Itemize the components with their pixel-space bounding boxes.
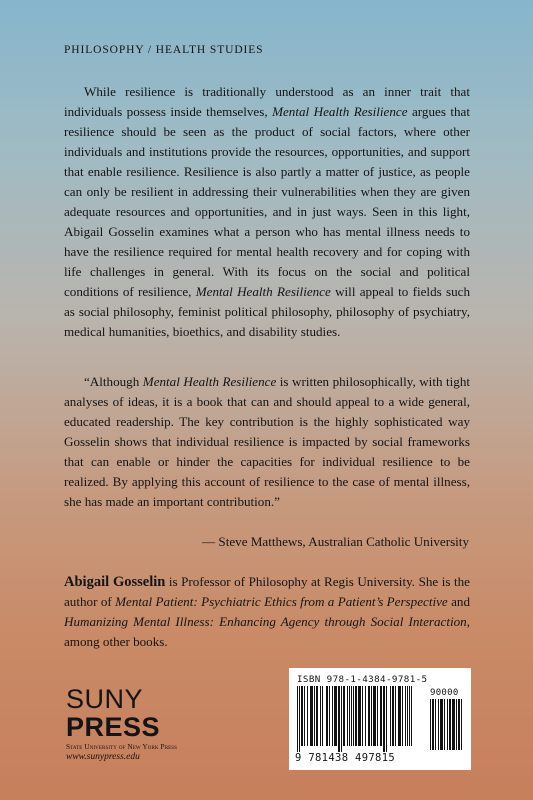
barcode-bar	[458, 699, 460, 750]
addon-barcode-bars	[430, 699, 466, 750]
bio-text: , among other books.	[64, 614, 470, 649]
book-title: Mental Health Resilience	[142, 374, 277, 389]
barcode-bar	[430, 699, 431, 750]
barcode-bar	[438, 699, 439, 750]
bio-text: and	[447, 594, 471, 609]
barcode-bar	[329, 686, 330, 746]
barcode-bar	[349, 686, 350, 746]
barcode-bar	[432, 699, 434, 750]
ean-digits: 9 781438 497815	[295, 752, 396, 764]
barcode-bar	[390, 686, 391, 746]
barcode-bars	[297, 686, 427, 752]
barcode-bar	[456, 699, 457, 750]
barcode-bar	[386, 686, 387, 752]
barcode-bar	[440, 699, 443, 750]
book-title: Humanizing Mental Illness: Enhancing Agency through Social Interaction	[64, 614, 467, 629]
barcode-bar	[320, 686, 321, 746]
barcode-bar	[461, 699, 462, 750]
barcode-bar	[347, 686, 348, 746]
barcode-bar	[341, 686, 342, 752]
book-title: Mental Patient: Psychiatric Ethics from a Patient’s Perspective	[115, 594, 448, 609]
barcode-bar	[380, 686, 382, 746]
price-addon-digits: 90000	[430, 688, 459, 698]
barcode-bar	[358, 686, 361, 746]
barcode-bar	[405, 686, 406, 746]
barcode-bar	[368, 686, 370, 746]
barcode-bar	[398, 686, 401, 746]
barcode-bar	[299, 686, 300, 752]
barcode-bar	[447, 699, 448, 750]
bio-text: is Professor of Philosophy at Regis University. She is the author of	[64, 574, 470, 609]
logo-suny: SUNY	[66, 684, 144, 714]
description-text: will appeal to fields such as social philosophy, feminist political philosophy, philosophy of psychiatry, medical humanities, bioethics, and disability studies.	[64, 284, 470, 339]
barcode-bar	[383, 686, 385, 752]
logo-press: PRESS	[66, 712, 161, 742]
barcode-bar	[371, 686, 372, 746]
barcode-bar	[304, 686, 305, 746]
subject-category: PHILOSOPHY / HEALTH STUDIES	[64, 44, 264, 56]
isbn-barcode	[289, 668, 471, 770]
barcode-bar	[392, 686, 394, 746]
book-title: Mental Health Resilience	[272, 104, 408, 119]
quote-attribution: — Steve Matthews, Australian Catholic University	[202, 534, 469, 549]
barcode-bar	[353, 686, 354, 746]
isbn-label: ISBN 978-1-4384-9781-5	[297, 674, 428, 685]
barcode-bar	[316, 686, 318, 746]
barcode-bar	[449, 699, 451, 750]
book-title: Mental Health Resilience	[195, 284, 331, 299]
barcode-bar	[332, 686, 333, 746]
barcode-bar	[452, 699, 455, 750]
barcode-bar	[395, 686, 396, 746]
publisher-logo	[66, 686, 226, 764]
barcode-bar	[435, 699, 436, 750]
author-name: Abigail Gosselin	[64, 574, 166, 590]
barcode-bar	[365, 686, 366, 746]
endorsement-quote	[64, 372, 470, 512]
barcode-bar	[343, 686, 345, 746]
author-bio	[64, 572, 470, 652]
barcode-bar	[444, 699, 445, 750]
description-text: While resilience is traditionally understood as an inner trait that individuals possess inside themselves,	[64, 84, 470, 119]
book-description	[64, 82, 470, 342]
barcode-bar	[310, 686, 313, 746]
barcode-bar	[322, 686, 323, 746]
barcode-bar	[355, 686, 357, 746]
barcode-bar	[373, 686, 376, 746]
barcode-bar	[409, 686, 410, 746]
quote-text: is written philosophically, with tight analyses of ideas, it is a book that can and should appeal to a wide general, educated readership. The key contribution is the highly sophisticated way Gosselin shows that individual resilience is impacted by social frameworks that can enable or hinder the capacities for individual resilience to be realized. By applying this account of resilience to the case of mental illness, she has made an important contribution.”	[64, 374, 471, 509]
barcode-bar	[411, 686, 412, 746]
barcode-bar	[338, 686, 340, 752]
barcode-bar	[377, 686, 378, 746]
barcode-bar	[407, 686, 408, 746]
barcode-bar	[314, 686, 315, 746]
barcode-bar	[301, 686, 303, 746]
description-text: argues that resilience should be seen as the product of social factors, where other individuals and institutions provide the resources, opportunities, and support that enable resilience. Resilience is also partly a matter of justice, as people can only be resilient in addressing their vulnerabilities when they are given adequate resources and opportunities, and in just ways. Seen in this light, Abigail Gosselin examines what a person who has mental illness needs to have the resilience required for mental health recovery and for coping with life challenges in general. With its focus on the social and political conditions of resilience,	[64, 104, 471, 299]
barcode-bar	[351, 686, 352, 746]
barcode-bar	[326, 686, 328, 746]
quote-text: “Although	[84, 374, 143, 389]
publisher-url: www.sunypress.edu	[66, 752, 140, 762]
barcode-bar	[297, 686, 298, 752]
barcode-bar	[362, 686, 363, 746]
barcode-bar	[307, 686, 308, 746]
barcode-bar	[402, 686, 403, 746]
publisher-name: State University of New York Press	[66, 742, 178, 751]
barcode-bar	[334, 686, 337, 746]
